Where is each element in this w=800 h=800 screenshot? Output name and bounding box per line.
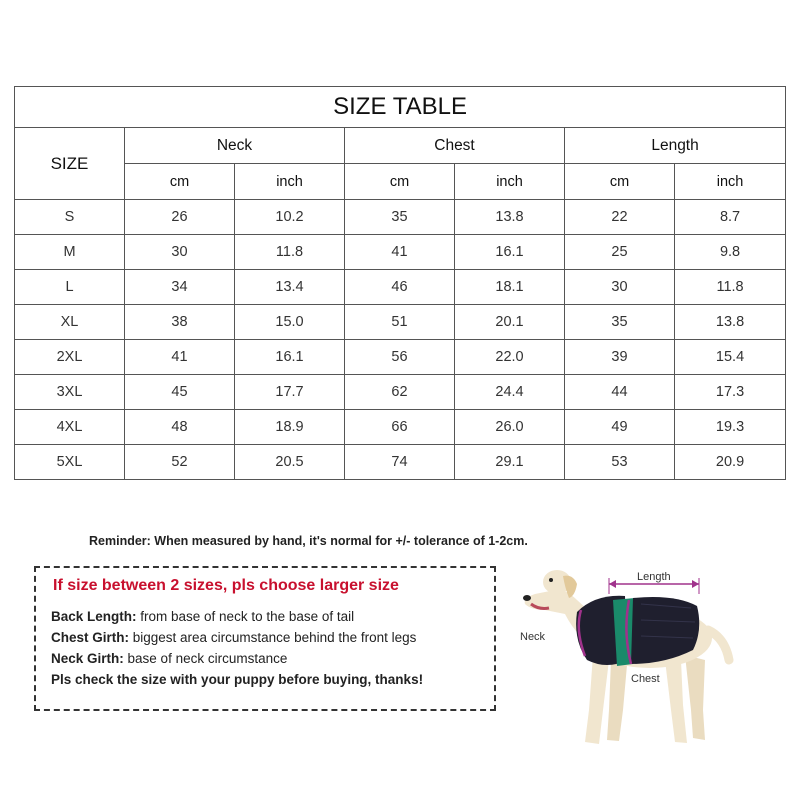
check-size-note: Pls check the size with your puppy before buying, thanks!	[51, 672, 424, 687]
table-title: SIZE TABLE	[15, 87, 786, 128]
measurement-cell: 66	[345, 410, 455, 445]
back-length-note	[51, 609, 354, 624]
chest-girth-label: Chest Girth:	[51, 630, 130, 645]
size-cell: 4XL	[15, 410, 125, 445]
size-note-title: If size between 2 sizes, pls choose larger size	[53, 577, 399, 594]
unit-header: inch	[235, 164, 345, 200]
size-table	[14, 86, 786, 480]
measurement-cell: 56	[345, 340, 455, 375]
dog-tail	[708, 630, 729, 660]
unit-header: cm	[125, 164, 235, 200]
measurement-cell: 38	[125, 305, 235, 340]
size-cell: 2XL	[15, 340, 125, 375]
size-column-header: SIZE	[15, 128, 125, 200]
measurement-cell: 20.9	[675, 445, 786, 480]
measurement-cell: 11.8	[675, 270, 786, 305]
measurement-cell: 45	[125, 375, 235, 410]
measurement-cell: 22.0	[455, 340, 565, 375]
measurement-cell: 51	[345, 305, 455, 340]
neck-girth-label: Neck Girth:	[51, 651, 124, 666]
length-header: Length	[565, 128, 786, 164]
measurement-cell: 17.7	[235, 375, 345, 410]
length-label: Length	[637, 571, 671, 583]
chest-girth-note	[51, 630, 416, 645]
measurement-cell: 15.4	[675, 340, 786, 375]
size-cell: M	[15, 235, 125, 270]
dog-front-leg	[607, 660, 627, 741]
measurement-cell: 41	[345, 235, 455, 270]
unit-header: cm	[565, 164, 675, 200]
measurement-cell: 30	[565, 270, 675, 305]
measurement-cell: 18.1	[455, 270, 565, 305]
measurement-cell: 13.8	[675, 305, 786, 340]
size-cell: 5XL	[15, 445, 125, 480]
measurement-reminder: Reminder: When measured by hand, it's normal for +/- tolerance of 1-2cm.	[89, 534, 528, 548]
measurement-cell: 20.1	[455, 305, 565, 340]
measurement-cell: 44	[565, 375, 675, 410]
table-row	[15, 305, 786, 340]
length-arrow-left	[609, 580, 616, 588]
measurement-cell: 48	[125, 410, 235, 445]
measurement-cell: 35	[345, 200, 455, 235]
measurement-cell: 13.8	[455, 200, 565, 235]
measurement-cell: 52	[125, 445, 235, 480]
measurement-cell: 62	[345, 375, 455, 410]
measurement-cell: 9.8	[675, 235, 786, 270]
table-row	[15, 200, 786, 235]
table-row	[15, 445, 786, 480]
neck-header: Neck	[125, 128, 345, 164]
measurement-cell: 16.1	[455, 235, 565, 270]
unit-header: cm	[345, 164, 455, 200]
size-cell: 3XL	[15, 375, 125, 410]
size-cell: L	[15, 270, 125, 305]
dog-back-leg	[665, 660, 687, 743]
measurement-cell: 35	[565, 305, 675, 340]
size-cell: S	[15, 200, 125, 235]
measurement-cell: 16.1	[235, 340, 345, 375]
length-arrow-right	[692, 580, 699, 588]
dog-eye	[549, 578, 553, 582]
measurement-cell: 19.3	[675, 410, 786, 445]
table-row	[15, 340, 786, 375]
measurement-cell: 20.5	[235, 445, 345, 480]
measurement-cell: 22	[565, 200, 675, 235]
measurement-cell: 8.7	[675, 200, 786, 235]
measurement-cell: 30	[125, 235, 235, 270]
measurement-cell: 25	[565, 235, 675, 270]
table-row	[15, 375, 786, 410]
dog-front-leg	[585, 655, 609, 744]
chest-girth-text: biggest area circumstance behind the front legs	[129, 630, 417, 645]
measurement-cell: 15.0	[235, 305, 345, 340]
measurement-cell: 26	[125, 200, 235, 235]
back-length-label: Back Length:	[51, 609, 137, 624]
measurement-cell: 41	[125, 340, 235, 375]
size-cell: XL	[15, 305, 125, 340]
size-table-body	[15, 200, 786, 480]
measurement-cell: 53	[565, 445, 675, 480]
measurement-cell: 11.8	[235, 235, 345, 270]
measurement-cell: 26.0	[455, 410, 565, 445]
measurement-cell: 24.4	[455, 375, 565, 410]
chest-header: Chest	[345, 128, 565, 164]
measurement-cell: 39	[565, 340, 675, 375]
unit-header: inch	[455, 164, 565, 200]
measurement-cell: 10.2	[235, 200, 345, 235]
measurement-cell: 17.3	[675, 375, 786, 410]
measurement-cell: 34	[125, 270, 235, 305]
measurement-cell: 46	[345, 270, 455, 305]
neck-label: Neck	[520, 631, 546, 643]
size-note-box	[34, 566, 496, 711]
table-row	[15, 410, 786, 445]
dog-nose	[523, 595, 531, 601]
measurement-cell: 18.9	[235, 410, 345, 445]
back-length-text: from base of neck to the base of tail	[136, 609, 355, 624]
measurement-cell: 13.4	[235, 270, 345, 305]
table-row	[15, 270, 786, 305]
dog-measurement-illustration	[515, 560, 745, 755]
unit-header: inch	[675, 164, 786, 200]
measurement-cell: 49	[565, 410, 675, 445]
table-row	[15, 235, 786, 270]
neck-girth-text: base of neck circumstance	[123, 651, 288, 666]
chest-label: Chest	[631, 673, 660, 685]
neck-girth-note	[51, 651, 287, 666]
measurement-cell: 29.1	[455, 445, 565, 480]
dog-back-leg	[685, 655, 705, 740]
measurement-cell: 74	[345, 445, 455, 480]
